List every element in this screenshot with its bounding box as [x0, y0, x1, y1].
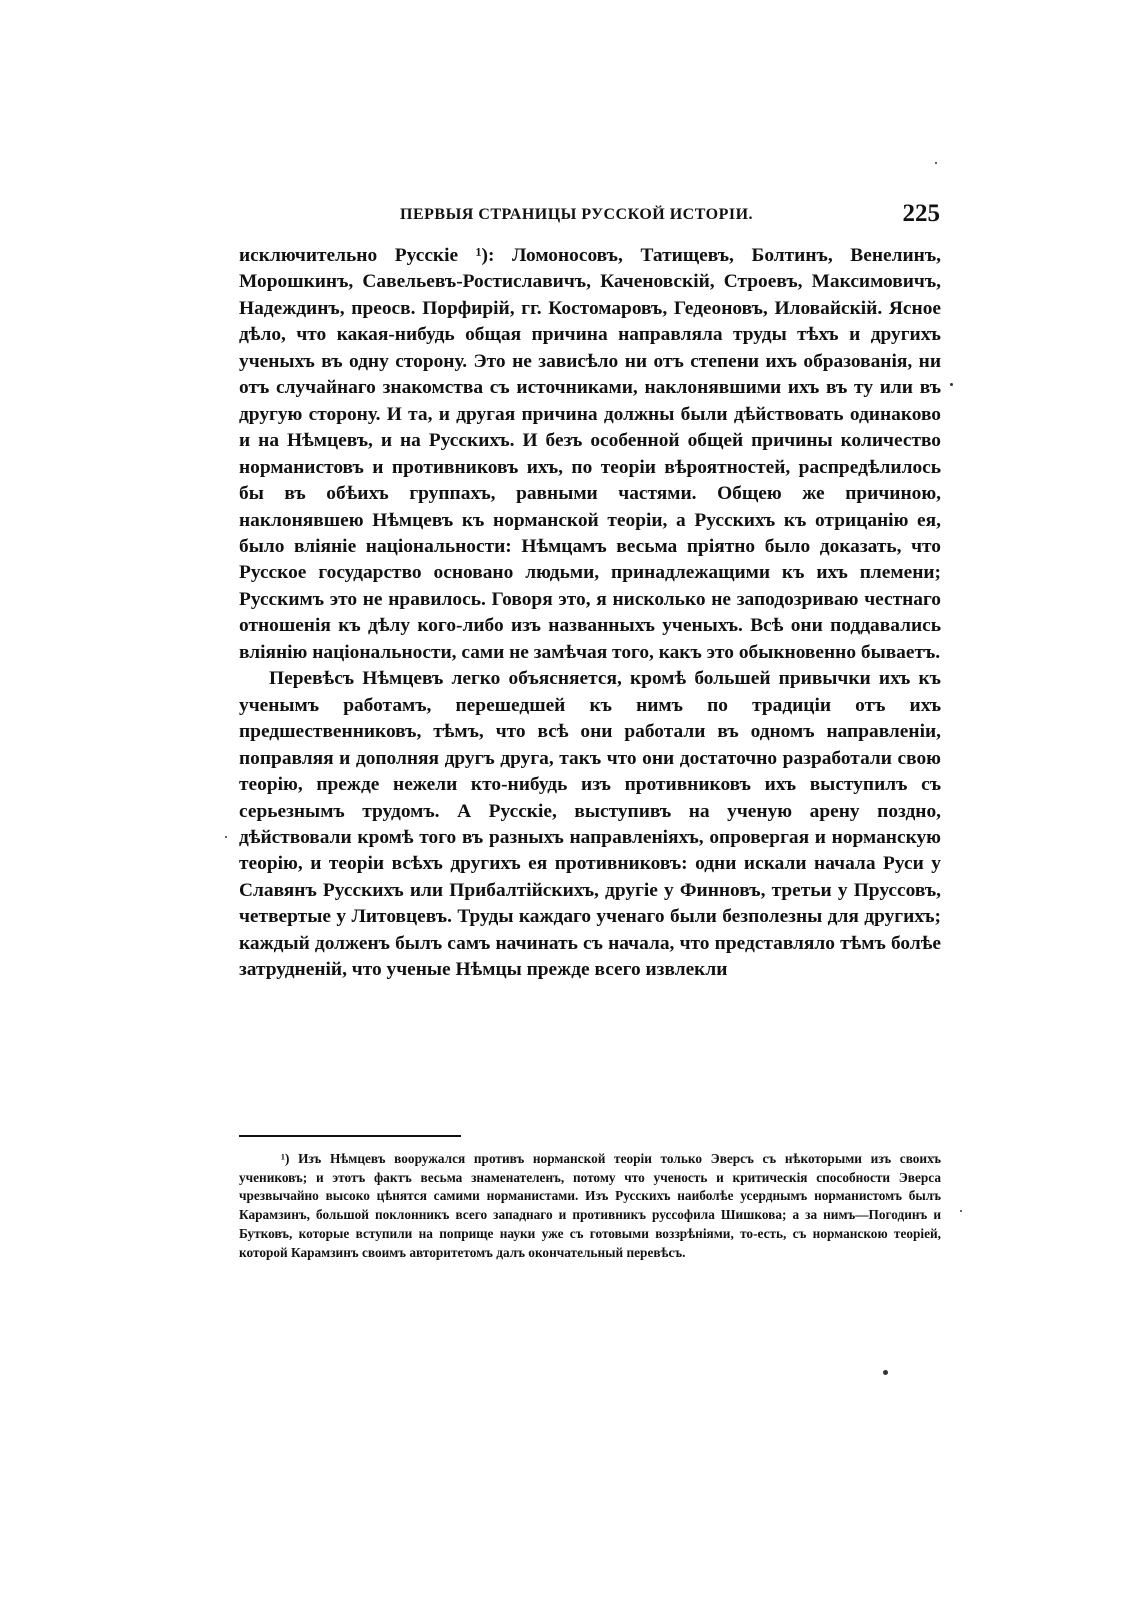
- footnote-rule: [239, 1135, 461, 1137]
- body-text: [239, 243, 941, 984]
- paragraph-2: Перевѣсъ Нѣмцевъ легко объясняется, кромѣ большей привычки ихъ къ ученымъ работамъ, перешедшей къ нимъ по традиціи отъ ихъ предшественниковъ, тѣмъ, что всѣ они работали въ одномъ направленіи, поправляя и дополняя другъ друга, такъ что они достаточно разработали свою теорію, прежде нежели кто-нибудь изъ противниковъ ихъ выступилъ съ серьезнымъ трудомъ. А Русскіе, выступивъ на ученую арену поздно, дѣйствовали кромѣ того въ разныхъ направленіяхъ, опровергая и норманскую теорію, и теоріи всѣхъ другихъ ея противниковъ: одни искали начала Руси у Славянъ Русскихъ или Прибалтійскихъ, другіе у Финновъ, третьи у Пруссовъ, четвертые у Литовцевъ. Труды каждаго ученаго были безполезны для другихъ; каждый долженъ былъ самъ начинать съ начала, что представляло тѣмъ болѣе затрудненій, что ученые Нѣмцы прежде всего извлекли: [239, 668, 941, 981]
- running-title: ПЕРВЫЯ СТРАНИЦЫ РУССКОЙ ИСТОРІИ.: [400, 206, 754, 223]
- scan-speck: [960, 1210, 962, 1212]
- paragraph-1: исключительно Русскіе ¹): Ломоносовъ, Татищевъ, Болтинъ, Венелинъ, Морошкинъ, Савельевъ-Ростиславичъ, Каченовскій, Строевъ, Максимовичъ, Надеждинъ, преосв. Порфирій, гг. Костомаровъ, Гедеоновъ, Иловайскій. Ясное дѣло, что какая-нибудь общая причина направляла труды тѣхъ и другихъ ученыхъ въ одну сторону. Это не зависѣло ни отъ степени ихъ образованія, ни отъ случайнаго знакомства съ источниками, наклонявшими ихъ въ ту или въ другую сторону. И та, и другая причина должны были дѣйствовать одинаково и на Нѣмцевъ, и на Русскихъ. И безъ особенной общей причины количество норманистовъ и противниковъ ихъ, по теоріи вѣроятностей, распредѣлилось бы въ обѣихъ группахъ, равными частями. Общею же причиною, наклонявшею Нѣмцевъ къ норманской теоріи, а Русскихъ къ отрицанію ея, было вліяніе національности: Нѣмцамъ весьма пріятно было доказать, что Русское государство основано людьми, принадлежащими къ ихъ племени; Русскимъ это не нравилось. Говоря это, я нисколько не заподозриваю честнаго отношенія къ дѣлу кого-либо изъ названныхъ ученыхъ. Всѣ они поддавались вліянію національности, сами не замѣчая того, какъ это обыкновенно бываетъ.: [239, 245, 941, 663]
- running-head: [240, 200, 940, 234]
- footnote: ¹) Изъ Нѣмцевъ вооружался противъ норманской теоріи только Эверсъ съ нѣкоторыми изъ своихъ учениковъ; и этотъ фактъ весьма знаменателенъ, потому что ученость и критическія способности Эверса чрезвычайно высоко цѣнятся самими норманистами. Изъ Русскихъ наиболѣе усерднымъ норманистомъ былъ Карамзинъ, большой поклонникъ всего западнаго и противникъ руссофила Шишкова; а за нимъ—Погодинъ и Бутковъ, которые вступили на поприще науки уже съ готовыми воззрѣніями, то-есть, съ норманскою теоріей, которой Карамзинъ своимъ авторитетомъ далъ окончательный перевѣсъ.: [239, 1151, 941, 1260]
- scan-speck: [950, 383, 953, 386]
- page-number: 225: [902, 200, 940, 227]
- scan-speck: [935, 162, 937, 164]
- scan-speck: [883, 1370, 888, 1375]
- scan-speck: [225, 836, 227, 838]
